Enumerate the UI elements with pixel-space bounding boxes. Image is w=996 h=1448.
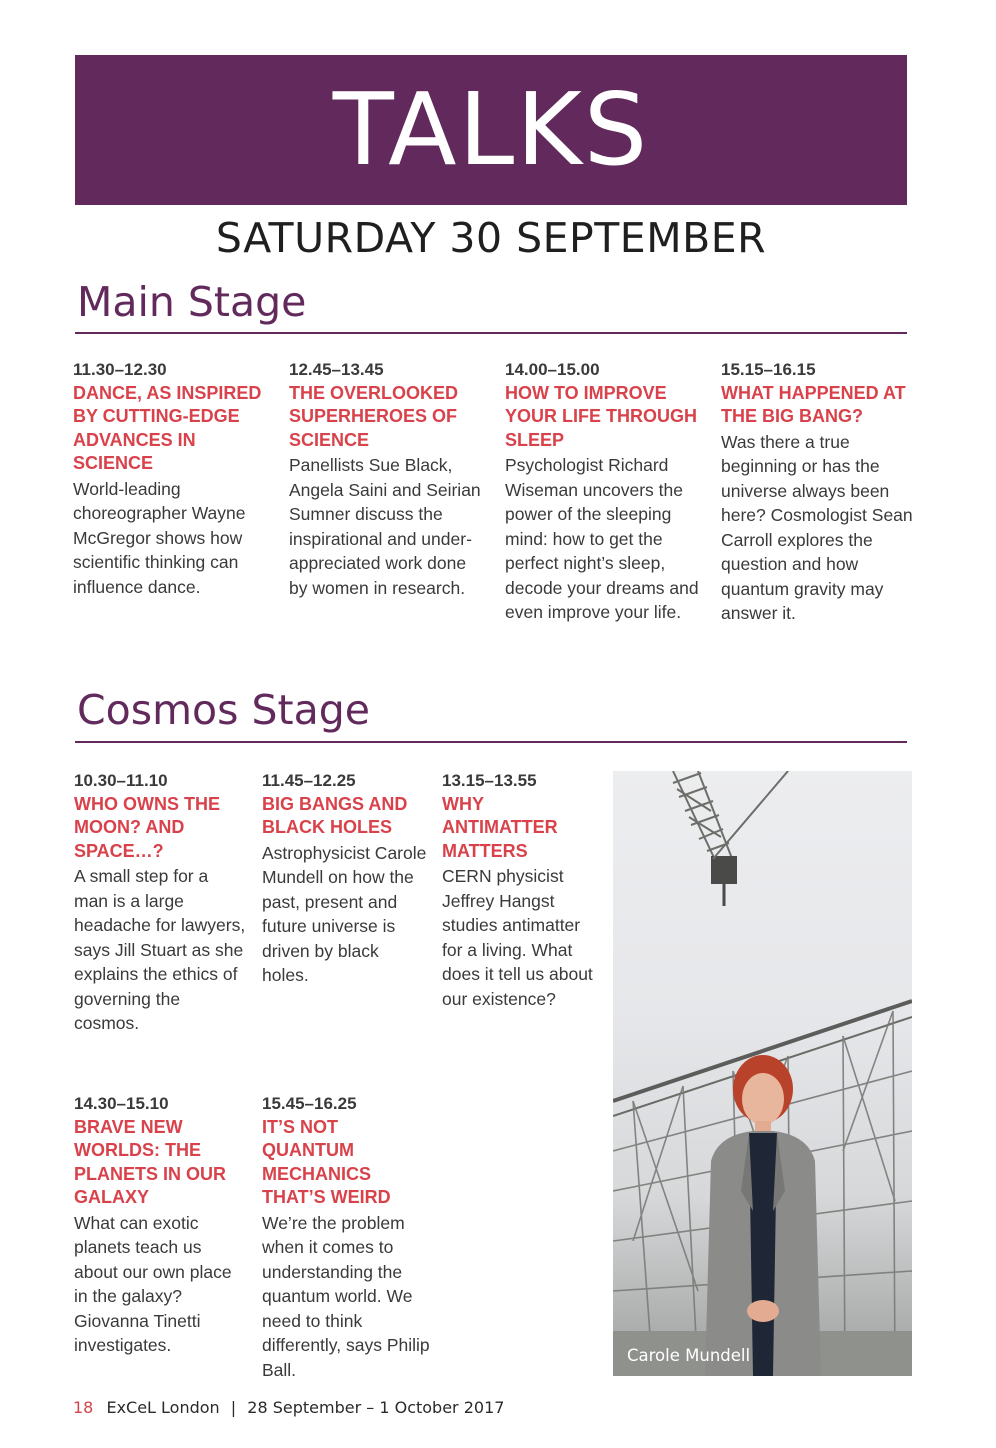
- talk-time: 12.45–13.45: [289, 360, 384, 379]
- talk-description: Panellists Sue Black, Angela Saini and Seirian Sumner discuss the inspirational and under-appreciated work done by women in research.: [289, 455, 481, 598]
- telescope-illustration: [613, 771, 912, 1376]
- talk-description: CERN physicist Jeffrey Hangst studies antimatter for a living. What does it tell us about our existence?: [442, 866, 593, 1009]
- talks-banner: [75, 55, 907, 205]
- cosmos-talk-4: [74, 1092, 246, 1358]
- talk-time: 15.45–16.25: [262, 1094, 357, 1113]
- banner-title: TALKS: [332, 71, 650, 188]
- talk-title: BRAVE NEW WORLDS: THE PLANETS IN OUR GALAXY: [74, 1116, 227, 1207]
- main-stage-heading: Main Stage: [75, 278, 907, 334]
- cosmos-talk-1: [74, 769, 246, 1036]
- photo-caption: Carole Mundell: [627, 1346, 751, 1365]
- talk-time: 11.30–12.30: [73, 360, 167, 379]
- talk-title: IT’S NOT QUANTUM MECHANICS THAT’S WEIRD: [262, 1116, 391, 1207]
- talk-time: 14.30–15.10: [74, 1094, 169, 1113]
- cosmos-stage-heading: Cosmos Stage: [75, 686, 907, 743]
- talk-title: WHAT HAPPENED AT THE BIG BANG?: [721, 382, 906, 426]
- talk-title: WHO OWNS THE MOON? AND SPACE…?: [74, 793, 220, 861]
- main-talk-3: [505, 358, 700, 625]
- footer-dates: 28 September – 1 October 2017: [247, 1398, 505, 1417]
- main-talk-4: [721, 358, 916, 626]
- date-heading: SATURDAY 30 SEPTEMBER: [215, 214, 767, 262]
- telescope-portrait-photo: [613, 771, 912, 1376]
- talk-time: 13.15–13.55: [442, 771, 537, 790]
- talk-title: BIG BANGS AND BLACK HOLES: [262, 793, 408, 837]
- talk-description: Was there a true beginning or has the universe always been here? Cosmologist Sean Carroll explores the question and how quantum gravity may answer it.: [721, 431, 913, 623]
- cosmos-talk-2: [262, 769, 427, 988]
- talk-time: 14.00–15.00: [505, 360, 600, 379]
- talk-title: HOW TO IMPROVE YOUR LIFE THROUGH SLEEP: [505, 382, 697, 450]
- talk-description: We’re the problem when it comes to understanding the quantum world. We need to think differently, says Philip Ball.: [262, 1212, 430, 1380]
- talk-time: 11.45–12.25: [262, 771, 356, 790]
- talk-description: World-leading choreographer Wayne McGregor shows how scientific thinking can influence dance.: [73, 478, 246, 597]
- talk-title: WHY ANTIMATTER MATTERS: [442, 793, 558, 861]
- talk-description: Astrophysicist Carole Mundell on how the past, present and future universe is driven by black holes.: [262, 842, 427, 985]
- cosmos-talk-3: [442, 769, 602, 1011]
- main-talk-1: [73, 358, 268, 599]
- talk-description: A small step for a man is a large headache for lawyers, says Jill Stuart as she explains the ethics of governing the cosmos.: [74, 866, 246, 1033]
- talk-time: 10.30–11.10: [74, 771, 168, 790]
- talk-title: DANCE, AS INSPIRED BY CUTTING-EDGE ADVANCES IN SCIENCE: [73, 382, 262, 473]
- footer-separator: |: [230, 1398, 237, 1417]
- cosmos-talk-5: [262, 1092, 432, 1382]
- talk-description: What can exotic planets teach us about our own place in the galaxy? Giovanna Tinetti investigates.: [74, 1212, 232, 1355]
- footer-venue: ExCeL London: [106, 1398, 220, 1417]
- talk-description: Psychologist Richard Wiseman uncovers the power of the sleeping mind: how to get the perfect night’s sleep, decode your dreams and even improve your life.: [505, 455, 699, 622]
- page-number: 18: [73, 1398, 94, 1417]
- main-talk-2: [289, 358, 487, 600]
- talk-title: THE OVERLOOKED SUPERHEROES OF SCIENCE: [289, 382, 459, 450]
- talk-time: 15.15–16.15: [721, 360, 816, 379]
- page-footer: [73, 1398, 504, 1417]
